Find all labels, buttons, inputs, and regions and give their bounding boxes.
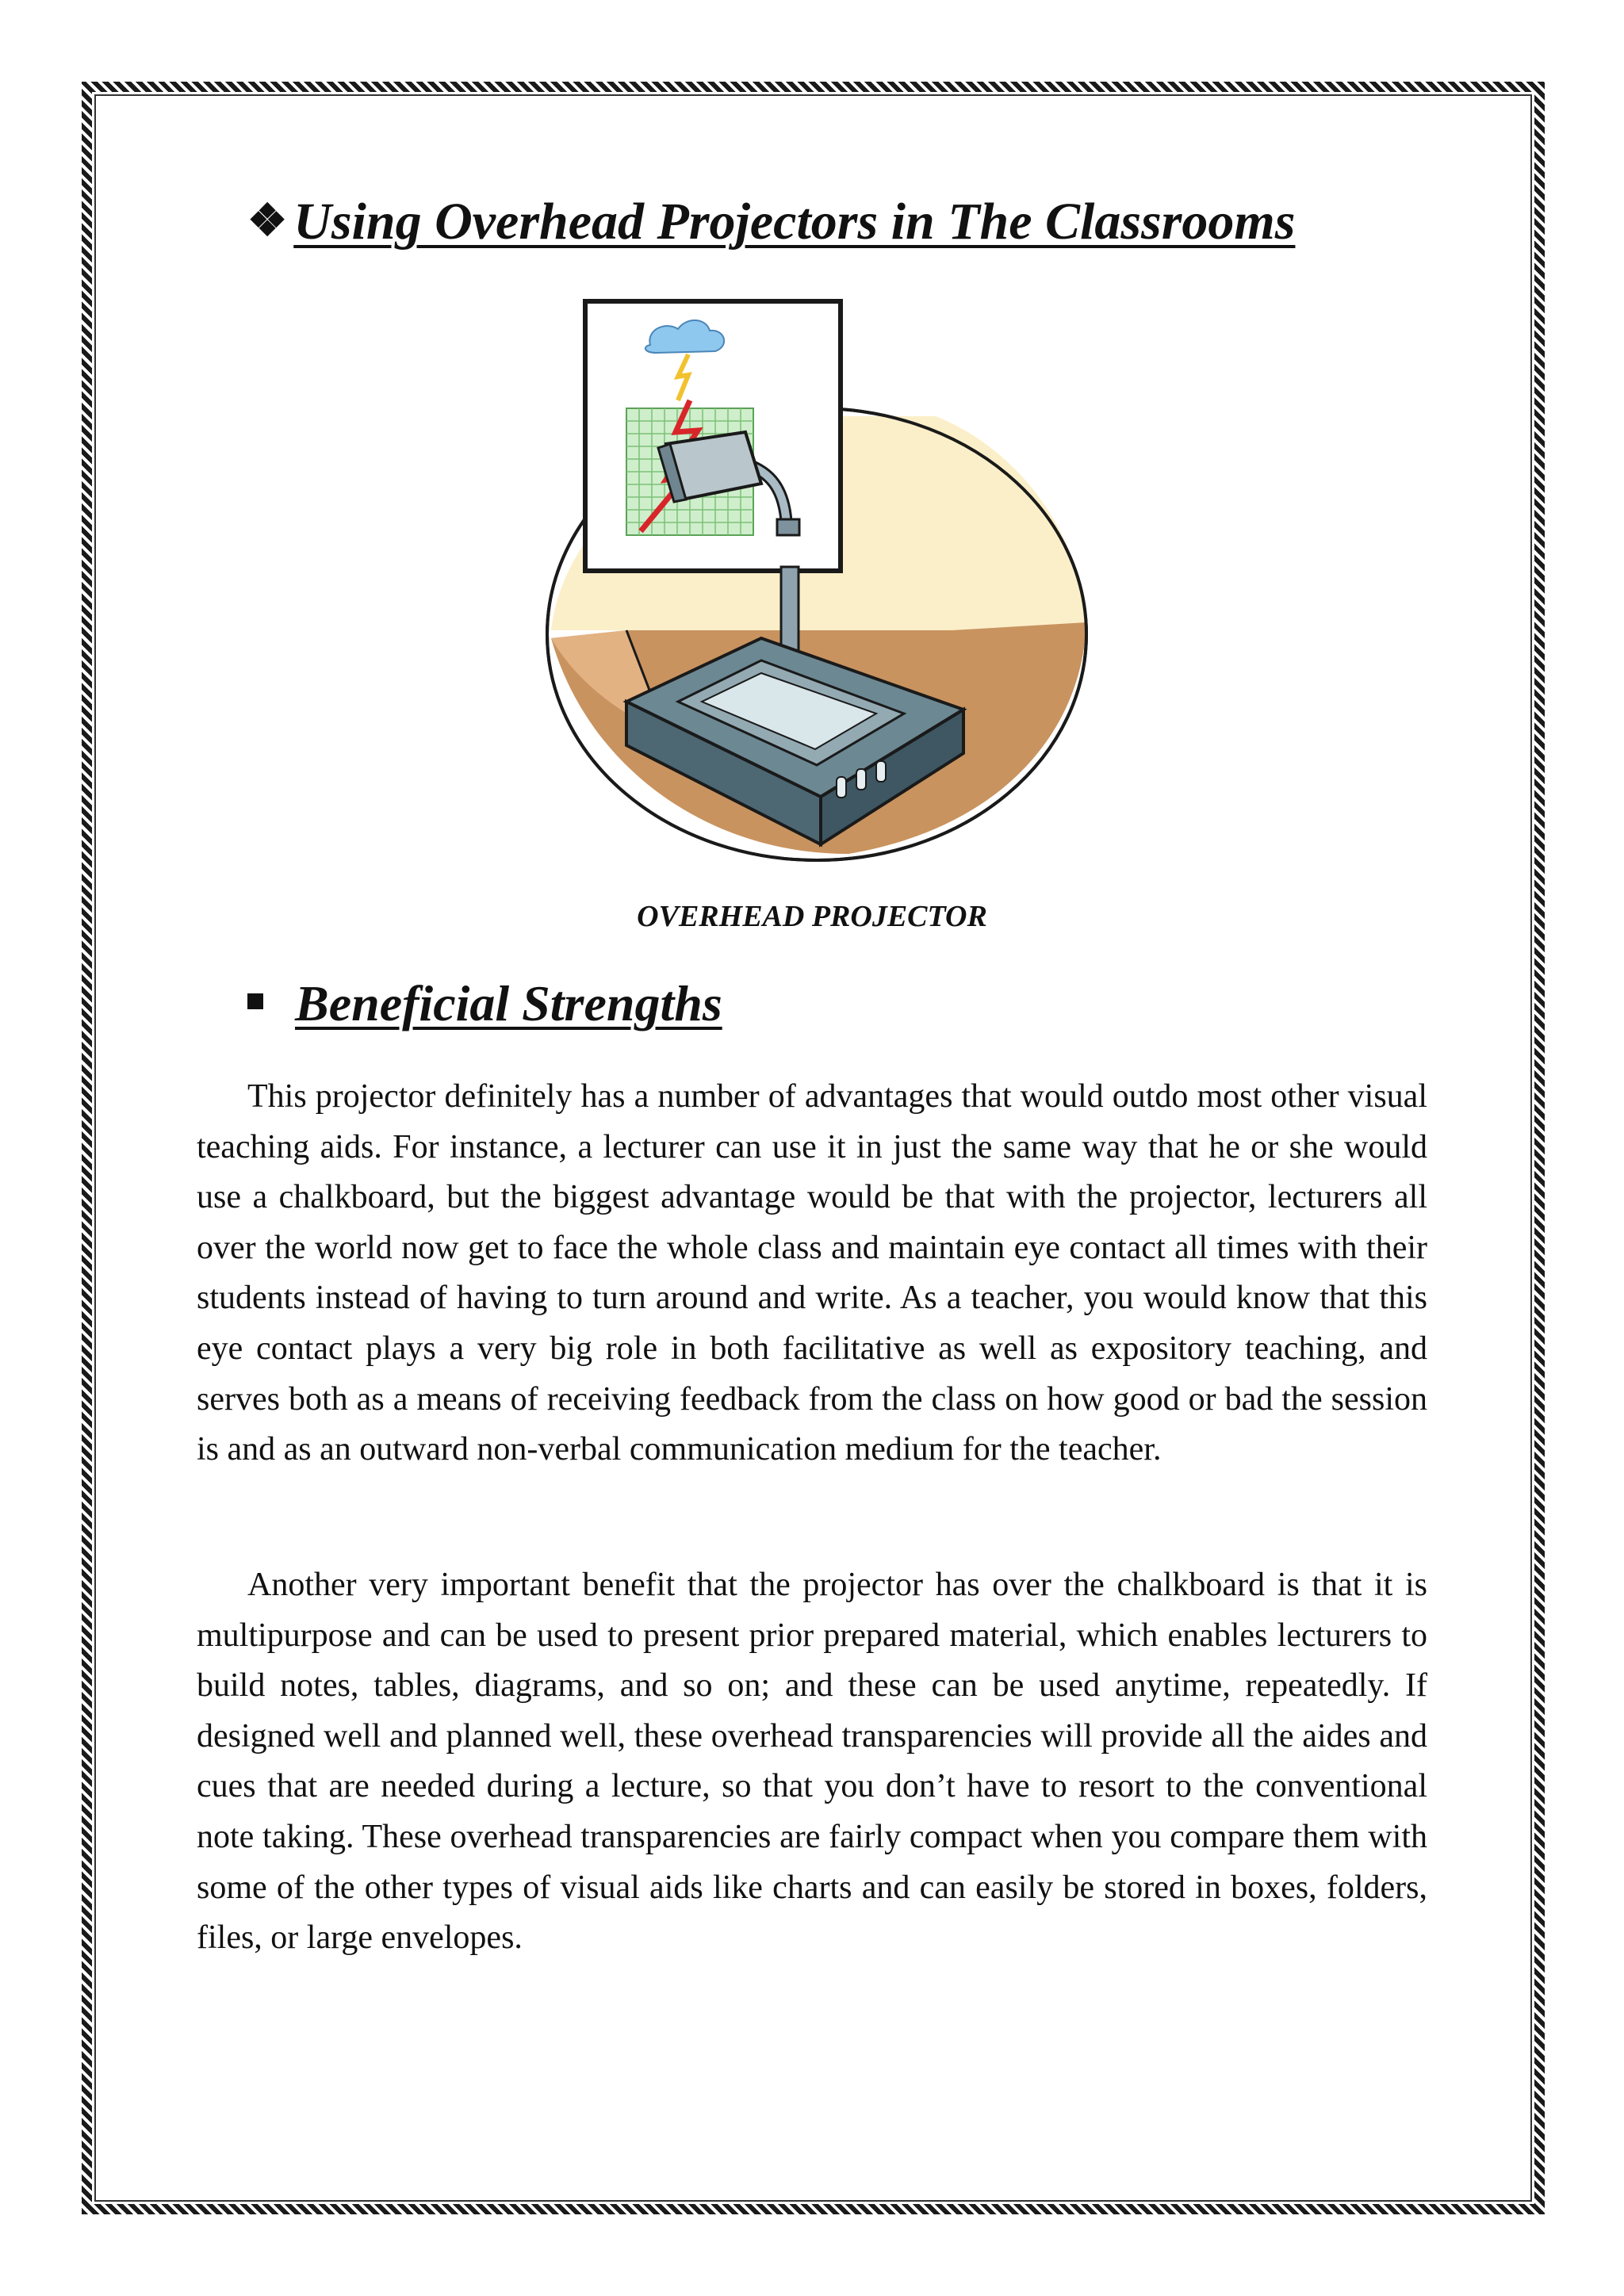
figure-caption: OVERHEAD PROJECTOR: [637, 900, 987, 933]
body-paragraph-2: Another very important benefit that the projector has over the chalkboard is that it is multipurpose and can be used to present prior prepared material, which enables lecturers to build notes, tables, diagrams, and so on; and these can be used anytime, repeatedly. If designed well and planned well, these overhead transparencies will provide all the aides and cues that are needed during a lecture, so that you don’t have to resort to the conventional note taking. These overhead transparencies are fairly compact when you compare them with some of the other types of visual aids like charts and can easily be stored in boxes, folders, files, or large envelopes.: [197, 1567, 1427, 1957]
diamond-bullet-icon: ❖: [247, 197, 288, 246]
overhead-projector-illustration-icon: [508, 289, 1126, 872]
page-title: [247, 190, 1295, 253]
section-heading-text: Beneficial Strengths: [295, 975, 722, 1031]
page-title-text: Using Overhead Projectors in The Classrooms: [293, 193, 1296, 251]
body-paragraph-1: This projector definitely has a number of advantages that would outdo most other visual teaching aids. For instance, a lecturer can use it in just the same way that he or she would use a chalkboard, but the biggest advantage would be that with the projector, lecturers all over the world now get to face the whole class and maintain eye contact all times with their students instead of having to turn around and write. As a teacher, you would know that this eye contact plays a very big role in both facilitative as well as expository teaching, and serves both as a means of receiving feedback from the class on how good or bad the session is and as an outward non-verbal communication medium for the teacher.: [197, 1078, 1427, 1468]
section-heading: [247, 974, 722, 1035]
square-bullet-icon: [247, 993, 263, 1009]
